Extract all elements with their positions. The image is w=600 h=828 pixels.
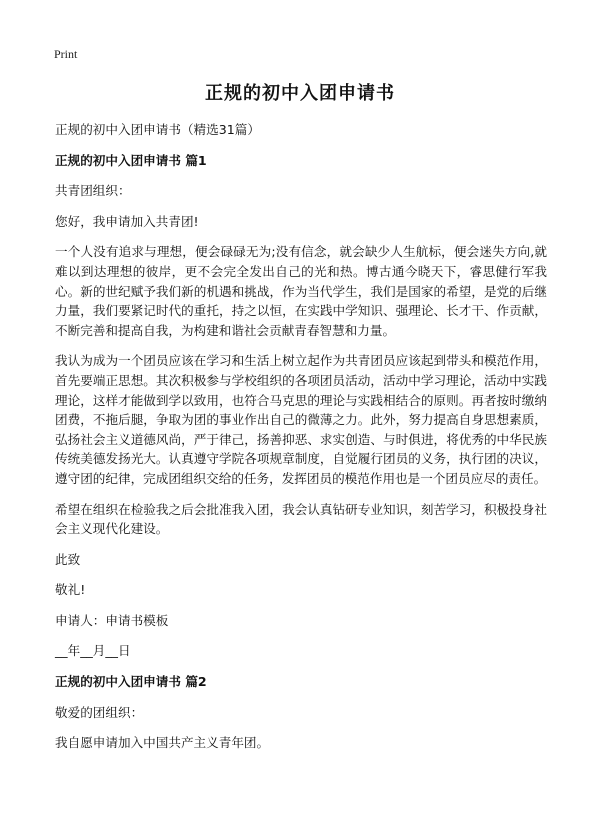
closing-line-1: 此致 (55, 551, 81, 567)
date-line: __年__月__日 (55, 643, 131, 659)
greeting-1: 您好，我申请加入共青团! (55, 213, 199, 229)
section-heading-1: 正规的初中入团申请书 篇1 (55, 152, 207, 168)
document-subtitle: 正规的初中入团申请书（精选31篇） (55, 122, 260, 137)
print-label: Print (54, 47, 78, 61)
paragraph-3: 希望在组织在检验我之后会批准我入团，我会认真钻研专业知识，刻苦学习，积极投身社会主义现代化建设。 (55, 501, 547, 537)
paragraph-2: 我认为成为一个团员应该在学习和生活上树立起作为共青团员应该起到带头和模范作用，首先要端正思想。其次积极参与学校组织的各项团员活动，活动中学习理论，活动中实践理论，这样才能做到学以致用，也符合马克思的理论与实践相结合的原则。再者按时缴纳团费，不拖后腿，争取为团的事业作出自己的微薄之力。此外，努力提高自身思想素质，弘扬社会主义道德风尚，严于律己，扬善抑恶、求实创造、与时俱进，将优秀的中华民族传统美德发扬光大。认真遵守学院各项规章制度，自觉履行团员的义务，执行团的决议，遵守团的纪律，完成团组织交给的任务，发挥团员的模范作用也是一个团员应尽的责任。 (55, 353, 547, 486)
closing-line-2: 敬礼! (55, 582, 86, 598)
paragraph-1: 一个人没有追求与理想，便会碌碌无为;没有信念，就会缺少人生航标，便会迷失方向,就难以到达理想的彼岸，更不会完全发出自己的光和热。博古通今晓天下，睿思健行军我心。新的世纪赋予我们新的机遇和挑战，作为当代学生，我们是国家的希望，是党的后继力量，我们要紧记时代的重托，持之以恒，在实践中学知识、强理论、长才干、作贡献，不断完善和提高自我，为构建和谐社会贡献青春智慧和力量。 (55, 244, 547, 338)
document-body (55, 120, 547, 764)
page-title: 正规的初中入团申请书 (205, 83, 395, 104)
salutation-1: 共青团组织： (55, 183, 131, 199)
applicant-line: 申请人：申请书模板 (55, 612, 169, 628)
salutation-2: 敬爱的团组织： (55, 704, 144, 720)
section-heading-2: 正规的初中入团申请书 篇2 (55, 674, 207, 690)
section-2-first-line: 我自愿申请加入中国共产主义青年团。 (55, 735, 270, 751)
